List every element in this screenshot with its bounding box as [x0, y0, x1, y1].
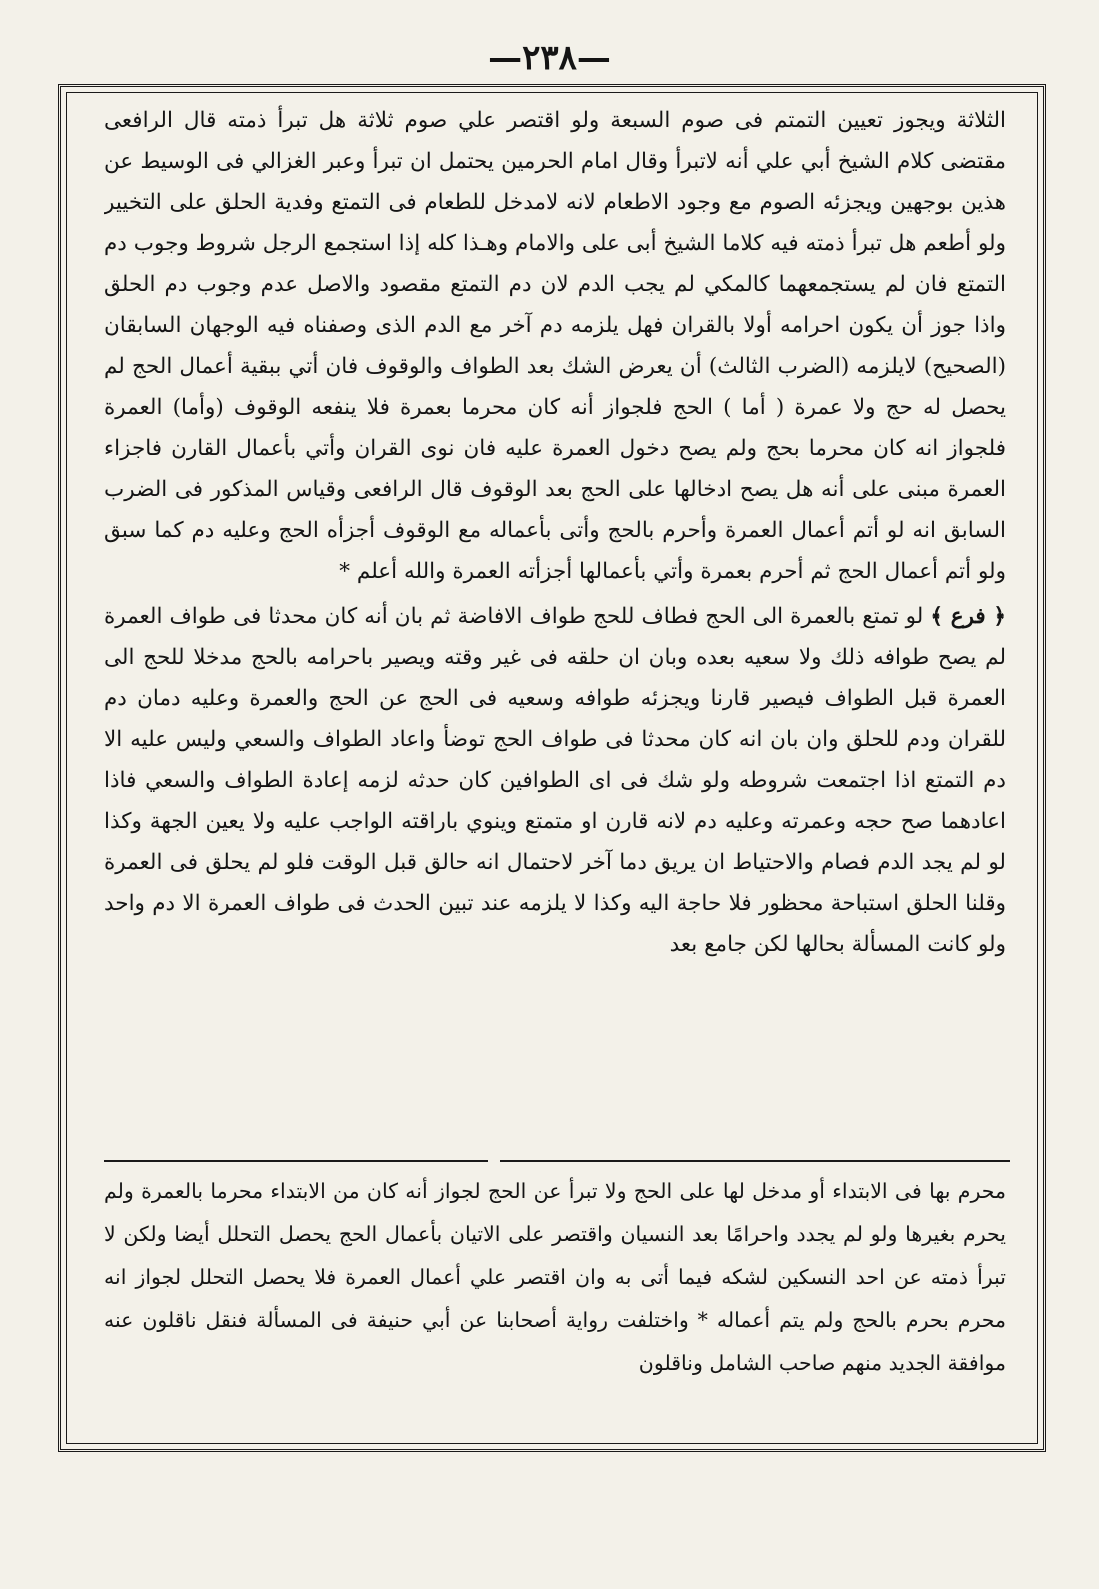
footnote-separator-left [104, 1160, 488, 1162]
page-number: —٢٣٨— [488, 38, 611, 78]
branch-label: ﴿ فرع ﴾ [930, 604, 1006, 629]
main-text-block [104, 100, 1006, 1140]
footnote-text: محرم بها فى الابتداء أو مدخل لها على الحج ولا تبرأ عن الحج لجواز أنه كان من الابتداء محرما بالعمرة ولم يحرم بغيرها ولو لم يجدد واحرامًا بعد النسيان واقتصر على الاتيان بأعمال الحج يحصل التحلل أيضا ولكن لا تبرأ ذمته عن احد النسكين لشكه فيما أتى به وان اقتصر علي أعمال العمرة فلا يحصل التحلل لجواز انه محرم بحرم بالحج ولم يتم أعماله * واختلفت رواية أصحابنا عن أبي حنيفة فى المسألة فنقل ناقلون عنه موافقة الجديد منهم صاحب الشامل وناقلون [104, 1179, 1006, 1375]
footnote-separator-right [500, 1160, 1010, 1162]
footnote-block [104, 1170, 1006, 1430]
main-paragraph: الثلاثة ويجوز تعيين التمتم فى صوم السبعة ولو اقتصر علي صوم ثلاثة هل تبرأ ذمته قال الرافعى مقتضى كلام الشيخ أبي علي أنه لاتبرأ وقال امام الحرمين يحتمل ان تبرأ وعبر الغزالي فى الوسيط عن هذين بوجهين ويجزئه الصوم مع وجود الاطعام لانه لامدخل للطعام فى التمتع وفدية الحلق على التخيير ولو أطعم هل تبرأ ذمته فيه كلاما الشيخ أبى على والامام وهـذا كله إذا استجمع الرجل شروط وجوب دم التمتع فان لم يستجمعهما كالمكي لم يجب الدم لان دم التمتع مقصود والاصل عدم وجوب دم الحلق واذا جوز أن يكون احرامه أولا بالقران فهل يلزمه دم آخر مع الدم الذى وصفناه فيه الوجهان السابقان (الصحيح) لايلزمه (الضرب الثالث) أن يعرض الشك بعد الطواف والوقوف فان أتي ببقية أعمال الحج لم يحصل له حج ولا عمرة ( أما ) الحج فلجواز أنه كان محرما بعمرة فلا ينفعه الوقوف (وأما) العمرة فلجواز انه كان محرما بحج ولم يصح دخول العمرة عليه فان نوى القران وأتي بأعمال القارن فاجزاء العمرة مبنى على أنه هل يصح ادخالها على الحج بعد الوقوف قال الرافعى وقياس المذكور فى الضرب السابق انه لو أتم أعمال العمرة وأحرم بالحج وأتى بأعماله مع الوقوف أجزأه الحج وعليه دم كما سبق ولو أتم أعمال الحج ثم أحرم بعمرة وأتي بأعمالها أجزأته العمرة والله أعلم * [104, 108, 1006, 584]
branch-text: لو تمتع بالعمرة الى الحج فطاف للحج طواف الافاضة ثم بان أنه كان محدثا فى طواف العمرة لم يصح طوافه ذلك ولا سعيه بعده وبان ان حلقه فى غير وقته ويصير باحرامه بالحج مدخلا للحج الى العمرة قبل الطواف فيصير قارنا ويجزئه طوافه وسعيه فى الحج عن الحج والعمرة وعليه دمان دم للقران ودم للحلق وان بان انه كان محدثا فى طواف الحج توضأ واعاد الطواف والسعي وليس عليه الا دم التمتع اذا اجتمعت شروطه ولو شك فى اى الطوافين كان حدثه لزمه إعادة الطواف والسعي فاذا اعادهما صح حجه وعمرته وعليه دم لانه قارن او متمتع وينوي باراقته الواجب عليه ولا يعين الجهة وكذا لو لم يجد الدم فصام والاحتياط ان يريق دما آخر لاحتمال انه حالق قبل الوقت فلو لم يحلق فى العمرة وقلنا الحلق استباحة محظور فلا حاجة اليه وكذا لا يلزمه عند تبين الحدث فى طواف العمرة الا دم واحد ولو كانت المسألة بحالها لكن جامع بعد [104, 604, 1006, 957]
branch-paragraph [104, 596, 1006, 965]
